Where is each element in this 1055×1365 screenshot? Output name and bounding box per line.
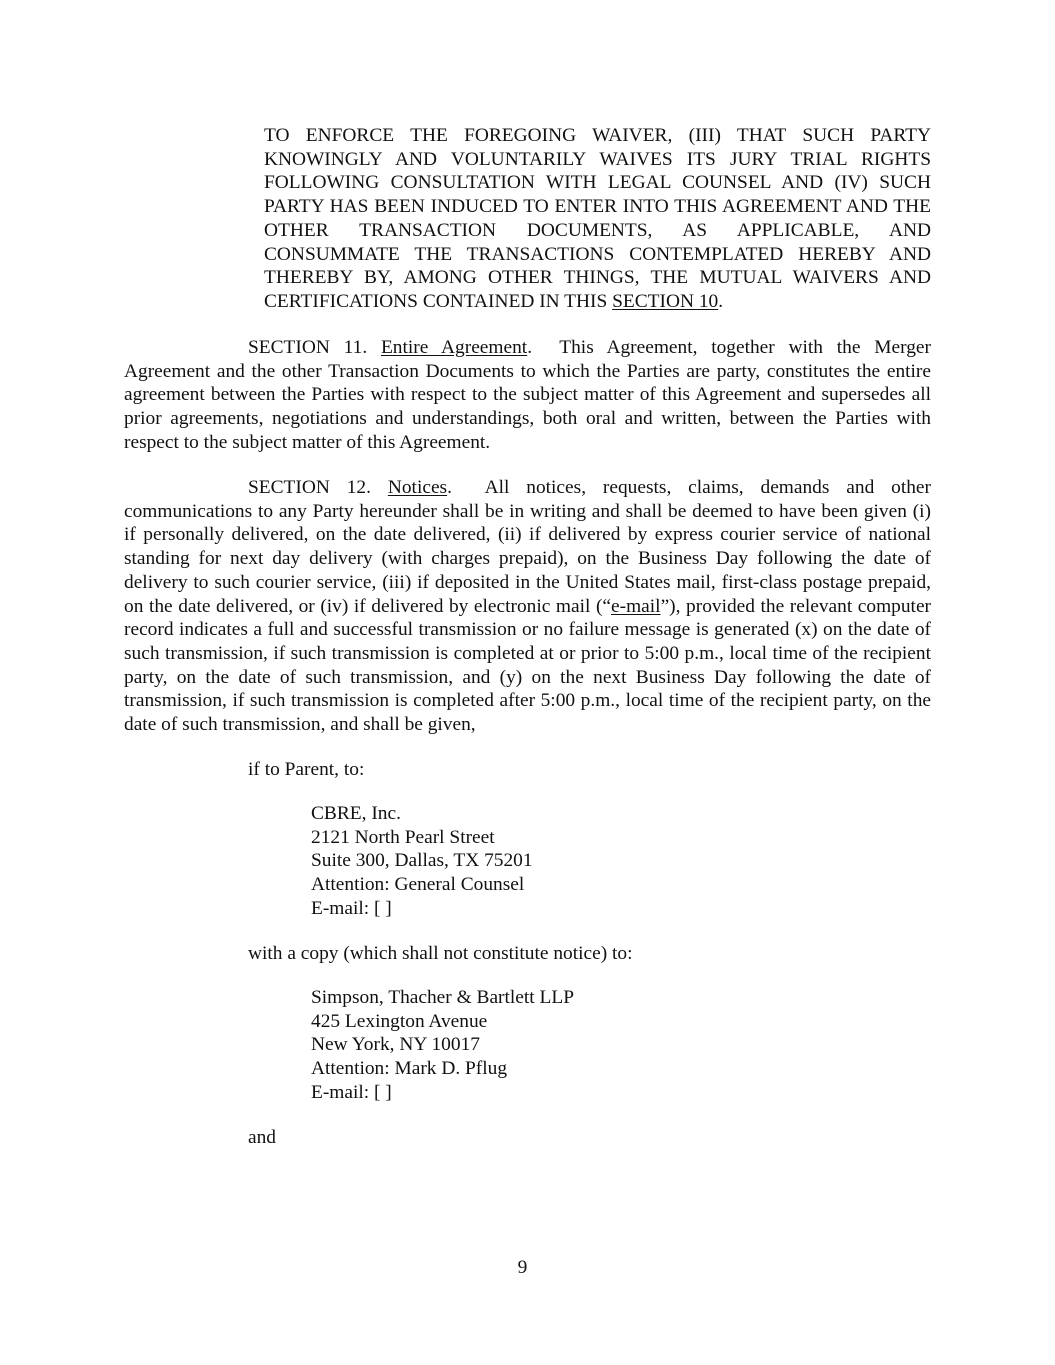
section-11-heading-punct: . [527, 337, 533, 358]
section-11-label: SECTION 11. [248, 337, 368, 358]
section-11-paragraph [124, 336, 931, 455]
counsel-address-line: New York, NY 10017 [311, 1034, 480, 1056]
parent-address-line: Attention: General Counsel [311, 874, 525, 896]
and-connector: and [248, 1127, 276, 1148]
counsel-address-line: Attention: Mark D. Pflug [311, 1058, 508, 1080]
section-12-paragraph [124, 476, 931, 737]
parent-address-block [311, 802, 533, 921]
counsel-address-block [311, 986, 574, 1105]
section-12-body-part2: ”), provided the relevant computer record indicates a full and successful transmission or no failure message is generated (x) on the date of such transmission, if such transmission is completed at or prior to 5:00 p.m., local time of the recipient party, on the date of such transmission, and (y) on the next Business Day following the date of transmission, if such transmission is completed after 5:00 p.m., local time of the recipient party, on the date of such transmission, and shall be given, [124, 595, 932, 736]
page-number: 9 [517, 1257, 528, 1278]
counsel-address-line: Simpson, Thacher & Bartlett LLP [311, 987, 574, 1008]
jury-waiver-continuation [264, 124, 931, 314]
waiver-end-punct: . [718, 290, 724, 312]
section-12-label: SECTION 12. [248, 477, 371, 498]
waiver-text: TO ENFORCE THE FOREGOING WAIVER, (III) THAT SUCH PARTY KNOWINGLY AND VOLUNTARILY WAIVES ITS JURY TRIAL RIGHTS FOLLOWING CONSULTATION WITH LEGAL COUNSEL AND (IV) SUCH PARTY HAS BEEN INDUCED TO ENTER INTO THIS AGREEMENT AND THE OTHER TRANSACTION DOCUMENTS, AS APPLICABLE, AND CONSUMMATE THE TRANSACTIONS CONTEMPLATED HEREBY AND THEREBY BY, AMONG OTHER THINGS, THE MUTUAL WAIVERS AND CERTIFICATIONS CONTAINED IN THIS [264, 125, 931, 312]
section-12-heading: Notices [387, 477, 448, 498]
email-defined-term: e-mail [611, 595, 661, 617]
section-11-heading: Entire Agreement [380, 337, 528, 358]
section-10-reference: SECTION 10 [612, 290, 719, 312]
parent-address-line: 2121 North Pearl Street [311, 826, 495, 848]
parent-address-line: E-mail: [ ] [311, 897, 392, 919]
counsel-address-line: 425 Lexington Avenue [311, 1010, 488, 1032]
if-to-parent-label: if to Parent, to: [248, 759, 365, 780]
parent-address-line: Suite 300, Dallas, TX 75201 [311, 850, 533, 872]
counsel-address-line: E-mail: [ ] [311, 1081, 392, 1103]
section-12-heading-punct: . [447, 477, 452, 498]
copy-to-label: with a copy (which shall not constitute notice) to: [248, 943, 633, 964]
section-12-body-part1: All notices, requests, claims, demands and other communications to any Party hereunder shall be in writing and shall be deemed to have been given (i) if personally delivered, on the date delivered, (ii) if delivered by express courier service of national standing for next day delivery (with charges prepaid), on the Business Day following the date of delivery to such courier service, (iii) if deposited in the United States mail, first-class postage prepaid, on the date delivered, or (iv) if delivered by electronic mail (“ [124, 477, 931, 617]
section-11-body: This Agreement, together with the Merger Agreement and the other Transaction Documents to which the Parties are party, constitutes the entire agreement between the Parties with respect to the subject matter of this Agreement and supersedes all prior agreements, negotiations and understandings, both oral and written, between the Parties with respect to the subject matter of this Agreement. [124, 337, 931, 453]
parent-address-line: CBRE, Inc. [311, 803, 401, 824]
